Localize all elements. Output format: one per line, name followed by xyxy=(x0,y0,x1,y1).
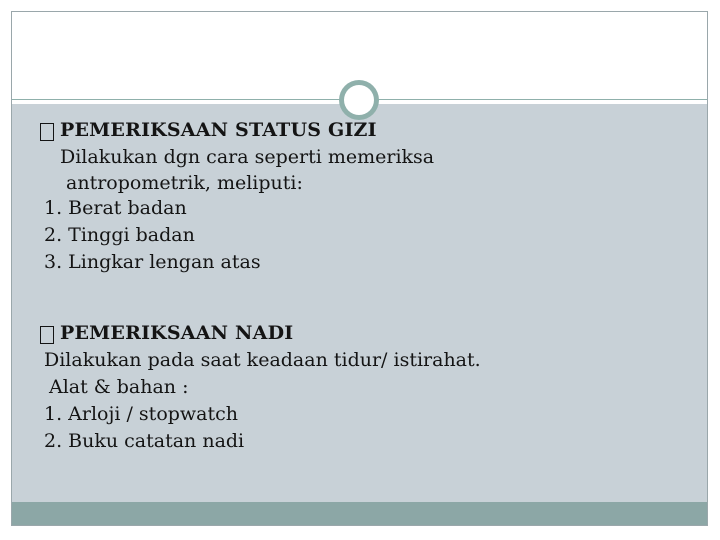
description-line: Dilakukan dgn cara seperti memeriksa xyxy=(60,146,435,168)
section-heading-text: PEMERIKSAAN NADI xyxy=(60,322,294,344)
list-item: 2. Tinggi badan xyxy=(44,224,195,246)
footer-band xyxy=(12,502,707,525)
section-heading xyxy=(40,117,684,144)
section-heading-text: PEMERIKSAAN STATUS GIZI xyxy=(60,119,377,141)
section-heading xyxy=(40,320,684,347)
list-item: 3. Lingkar lengan atas xyxy=(44,251,261,273)
description-line: Alat & bahan : xyxy=(49,376,189,398)
list-item: 1. Berat badan xyxy=(44,197,187,219)
ring-ornament-center xyxy=(344,85,374,115)
slide-content xyxy=(44,117,684,455)
list-item: 2. Buku catatan nadi xyxy=(44,430,245,452)
section-nadi xyxy=(44,320,684,455)
hollow-square-bullet-icon xyxy=(40,123,54,141)
description-line: antropometrik, meliputi: xyxy=(66,172,303,194)
list-item: 1. Arloji / stopwatch xyxy=(44,403,239,425)
section-status-gizi xyxy=(44,117,684,276)
ring-ornament-icon xyxy=(339,80,379,120)
description-line: Dilakukan pada saat keadaan tidur/ istirahat. xyxy=(44,349,481,371)
hollow-square-bullet-icon xyxy=(40,326,54,344)
